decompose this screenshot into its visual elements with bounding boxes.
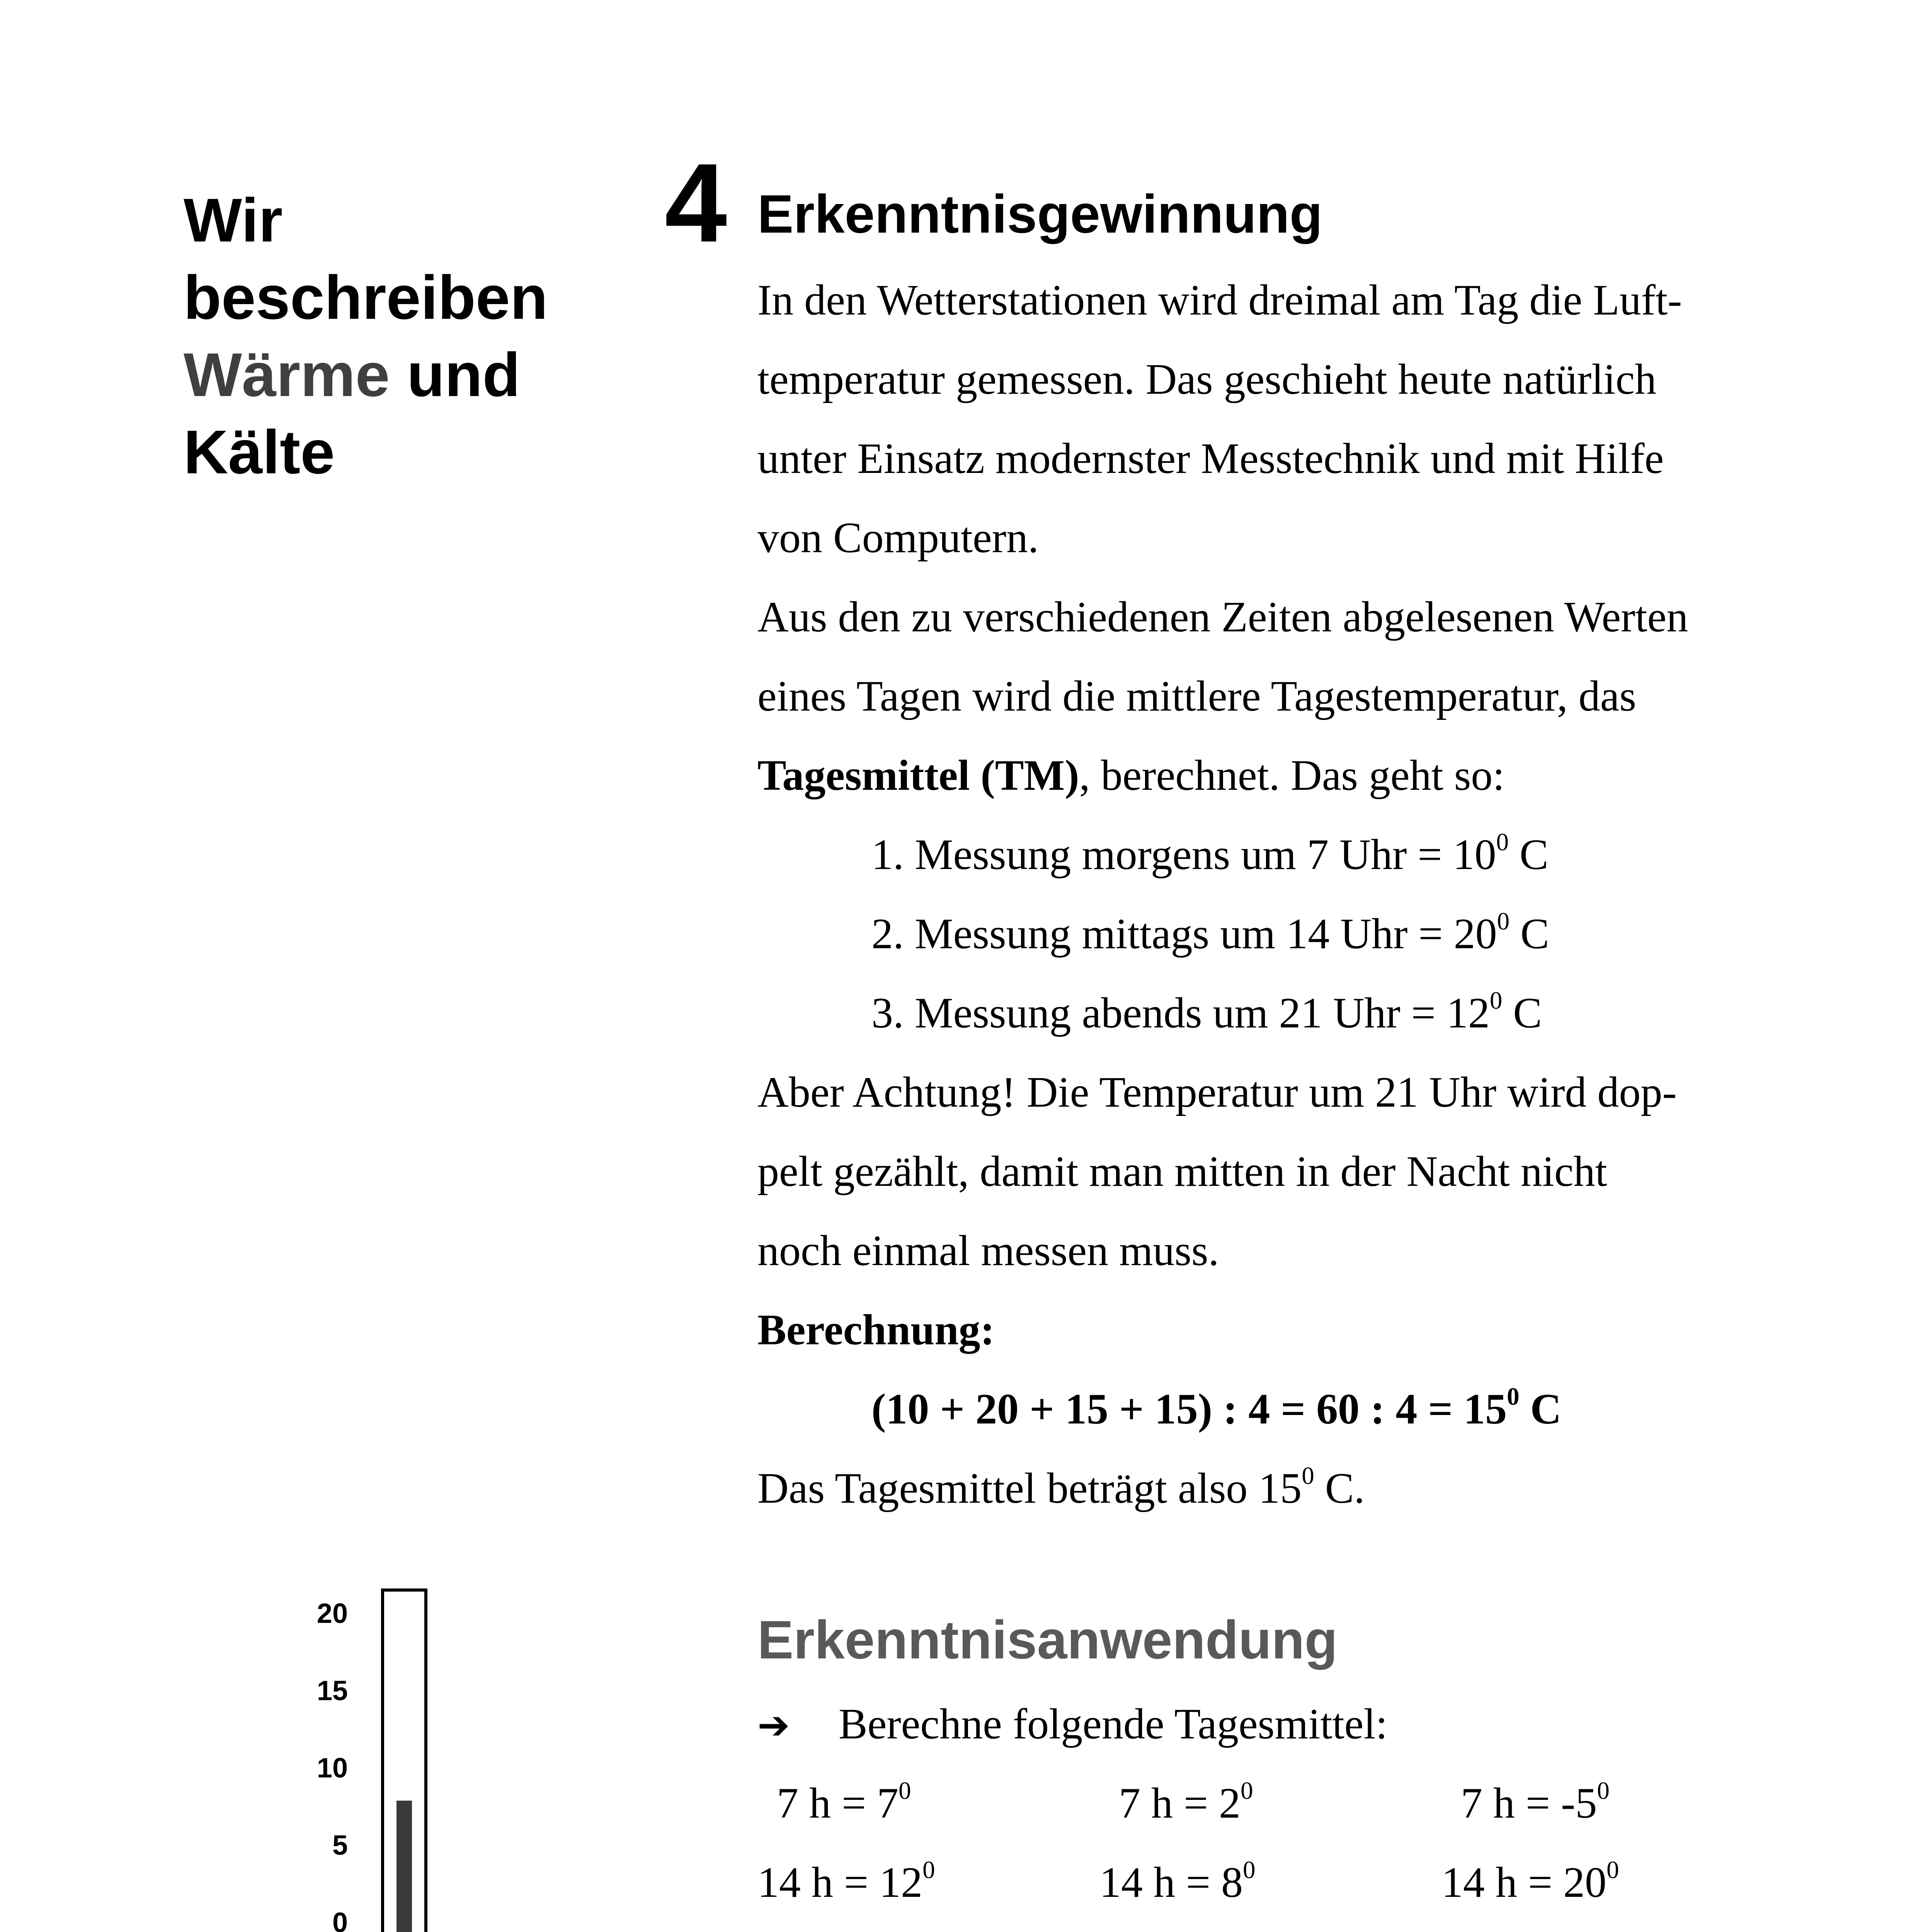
scale-label: 20 <box>316 1598 348 1629</box>
side-title-line1: Wir <box>184 185 283 255</box>
exercise-cell: 7 $h = 7^0$ <box>777 1777 911 1827</box>
body-line: von Computern. <box>757 514 1039 562</box>
side-title-line4: Kälte <box>184 417 335 486</box>
scale-label: 5 <box>332 1830 348 1861</box>
exercise-cell: 14 $h = 20^0$ <box>1441 1856 1619 1906</box>
mercury-column <box>396 1801 412 1932</box>
body-line: In den Wetterstationen wird dreimal am Tag die Luft- <box>757 276 1682 324</box>
exercise-cell: 7 $h = 2^0$ <box>1119 1777 1253 1827</box>
body-line: temperatur gemessen. Das geschieht heute natürlich <box>757 355 1657 403</box>
arrow-right-icon: ➔ <box>757 1702 790 1748</box>
measurement-line: 2. Messung mittags um 14 Uhr = $20^0$ C <box>871 907 1549 958</box>
scale-label: 0 <box>332 1907 348 1932</box>
task-1: ➔ Berechne folgende Tagesmittel: <box>757 1700 1388 1748</box>
body-line: eines Tagen wird die mittlere Tagestemperatur, das <box>757 672 1637 720</box>
measurement-line: 3. Messung abends um 21 Uhr = $12^0$ C <box>871 986 1542 1037</box>
chapter-number: 4 <box>665 140 727 265</box>
tm-rest: , berechnet. Das geht so: <box>1079 752 1505 799</box>
side-title-and: und <box>390 340 521 409</box>
side-title-warm: Wärme <box>184 340 390 409</box>
note-line: Aber Achtung! Die Temperatur um 21 Uhr wird dop- <box>757 1068 1677 1116</box>
exercise-cell: 7 $h = -5^0$ <box>1461 1777 1610 1827</box>
note-line: noch einmal messen muss. <box>757 1227 1219 1275</box>
calc-label: Berechnung: <box>757 1306 995 1354</box>
tm-term: Tagesmittel (TM) <box>757 752 1079 799</box>
application-heading: Erkenntnisanwendung <box>757 1609 1338 1670</box>
measurement-line: 1. Messung morgens um 7 Uhr = $10^0$ C <box>871 828 1548 879</box>
note-line: pelt gezählt, damit man mitten in der Nacht nicht <box>757 1148 1607 1196</box>
section-heading: Erkenntnisgewinnung <box>757 184 1323 244</box>
exercise-cell: 14 $h = 12^0$ <box>757 1856 935 1906</box>
calc-formula: (10 + 20 + 15 + 15) : 4 = 60 : $4 = 15^0$ C <box>871 1383 1562 1433</box>
body-line: unter Einsatz modernster Messtechnik und mit Hilfe <box>757 435 1664 483</box>
body-line: Aus den zu verschiedenen Zeiten abgelesenen Werten <box>757 593 1688 641</box>
result-line: Das Tagesmittel beträgt also $15^0$ C. <box>757 1462 1365 1512</box>
side-title-line2: beschreiben <box>184 263 548 332</box>
scale-label: 10 <box>316 1753 348 1784</box>
exercise-cell: 14 $h = 8^0$ <box>1099 1856 1256 1906</box>
scale-label: 15 <box>316 1675 348 1706</box>
